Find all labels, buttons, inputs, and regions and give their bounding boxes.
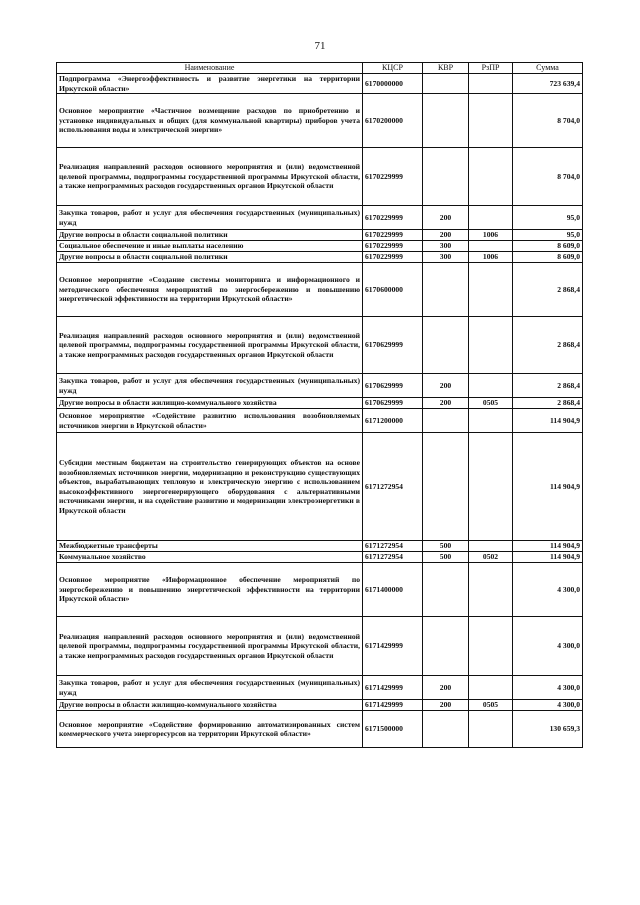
row-sum: 130 659,3: [513, 711, 583, 748]
table-row: [57, 398, 583, 409]
row-name: Закупка товаров, работ и услуг для обеспечения государственных (муниципальных) нужд: [57, 206, 363, 230]
row-kcsr: 6170600000: [363, 263, 423, 317]
header-name: Наименование: [57, 63, 363, 74]
table-row: [57, 617, 583, 676]
row-sum: 95,0: [513, 206, 583, 230]
row-rzpr: [469, 617, 513, 676]
row-kvr: [423, 94, 469, 148]
row-name: Коммунальное хозяйство: [57, 552, 363, 563]
row-rzpr: [469, 206, 513, 230]
row-kvr: 300: [423, 241, 469, 252]
row-kcsr: 6171200000: [363, 409, 423, 433]
row-name: Другие вопросы в области социальной политики: [57, 252, 363, 263]
row-kcsr: 6170229999: [363, 148, 423, 206]
row-kcsr: 6170229999: [363, 241, 423, 252]
table-row: [57, 263, 583, 317]
row-kvr: [423, 433, 469, 541]
budget-table: [56, 62, 583, 748]
row-kvr: [423, 711, 469, 748]
row-kcsr: 6171429999: [363, 676, 423, 700]
table-row: [57, 206, 583, 230]
row-kvr: 200: [423, 206, 469, 230]
row-kvr: 200: [423, 230, 469, 241]
row-rzpr: [469, 433, 513, 541]
row-sum: 114 904,9: [513, 541, 583, 552]
row-rzpr: 0505: [469, 398, 513, 409]
row-name: Основное мероприятие «Содействие формированию автоматизированных систем коммерческого учета энергоресурсов на территории Иркутской области»: [57, 711, 363, 748]
row-name: Реализация направлений расходов основного мероприятия и (или) ведомственной целевой программы, подпрограммы государственной программы Иркутской области, а также непрограммных расходов государственных органов Иркутской области: [57, 617, 363, 676]
row-name: Другие вопросы в области социальной политики: [57, 230, 363, 241]
header-kcsr: КЦСР: [363, 63, 423, 74]
row-sum: 8 609,0: [513, 241, 583, 252]
row-name: Подпрограмма «Энергоэффективность и развитие энергетики на территории Иркутской области»: [57, 74, 363, 94]
row-name: Субсидии местным бюджетам на строительство генерирующих объектов на основе возобновляемых источников энергии, модернизацию и реконструкцию существующих объектов, вырабатывающих тепловую и электрическую энергию с использованием высокоэффективного энергогенерирующего оборудования с альтернативными источниками энергии, и на содействие развитию и модернизации электроэнергетики в Иркутской области: [57, 433, 363, 541]
row-rzpr: [469, 409, 513, 433]
row-kvr: [423, 563, 469, 617]
row-name: Основное мероприятие «Создание системы мониторинга и информационного и методического обеспечения мероприятий по энергосбережению и повышению энергетической эффективности на территории Иркутской области»: [57, 263, 363, 317]
row-rzpr: [469, 676, 513, 700]
row-rzpr: 1006: [469, 252, 513, 263]
header-rzpr: РзПР: [469, 63, 513, 74]
row-rzpr: [469, 263, 513, 317]
row-sum: 4 300,0: [513, 617, 583, 676]
table-header-row: [57, 63, 583, 74]
row-sum: 4 300,0: [513, 700, 583, 711]
row-name: Закупка товаров, работ и услуг для обеспечения государственных (муниципальных) нужд: [57, 374, 363, 398]
page-number: 71: [314, 40, 326, 52]
row-sum: 2 868,4: [513, 398, 583, 409]
row-kvr: [423, 74, 469, 94]
row-rzpr: [469, 241, 513, 252]
row-kvr: 200: [423, 374, 469, 398]
row-sum: 2 868,4: [513, 263, 583, 317]
table-row: [57, 700, 583, 711]
row-rzpr: [469, 563, 513, 617]
row-kcsr: 6171429999: [363, 617, 423, 676]
table-row: [57, 541, 583, 552]
row-kcsr: 6171272954: [363, 541, 423, 552]
row-kcsr: 6171500000: [363, 711, 423, 748]
row-name: Другие вопросы в области жилищно-коммунального хозяйства: [57, 398, 363, 409]
table-row: [57, 241, 583, 252]
row-rzpr: [469, 317, 513, 374]
row-rzpr: [469, 148, 513, 206]
row-kcsr: 6170229999: [363, 206, 423, 230]
row-name: Основное мероприятие «Частичное возмещение расходов по приобретению и установке индивидуальных и общих (для коммунальной квартиры) приборов учета использования воды и электрической энергии»: [57, 94, 363, 148]
row-kcsr: 6170000000: [363, 74, 423, 94]
row-name: Реализация направлений расходов основного мероприятия и (или) ведомственной целевой программы, подпрограммы государственной программы Иркутской области, а также непрограммных расходов государственных органов Иркутской области: [57, 148, 363, 206]
row-kcsr: 6170229999: [363, 252, 423, 263]
row-kvr: 500: [423, 541, 469, 552]
row-kvr: [423, 409, 469, 433]
row-kvr: 200: [423, 676, 469, 700]
table-row: [57, 374, 583, 398]
row-sum: 2 868,4: [513, 317, 583, 374]
row-rzpr: [469, 541, 513, 552]
row-sum: 114 904,9: [513, 552, 583, 563]
row-kcsr: 6171400000: [363, 563, 423, 617]
row-kvr: [423, 617, 469, 676]
row-name: Межбюджетные трансферты: [57, 541, 363, 552]
row-sum: 4 300,0: [513, 563, 583, 617]
row-rzpr: [469, 711, 513, 748]
table-row: [57, 433, 583, 541]
row-sum: 723 639,4: [513, 74, 583, 94]
row-rzpr: 0505: [469, 700, 513, 711]
row-kvr: 200: [423, 398, 469, 409]
header-kvr: КВР: [423, 63, 469, 74]
row-kvr: 300: [423, 252, 469, 263]
row-name: Закупка товаров, работ и услуг для обеспечения государственных (муниципальных) нужд: [57, 676, 363, 700]
row-sum: 95,0: [513, 230, 583, 241]
row-rzpr: [469, 374, 513, 398]
row-kvr: [423, 148, 469, 206]
row-kcsr: 6170629999: [363, 374, 423, 398]
table-row: [57, 317, 583, 374]
table-row: [57, 230, 583, 241]
row-kcsr: 6170200000: [363, 94, 423, 148]
row-sum: 114 904,9: [513, 433, 583, 541]
row-sum: 4 300,0: [513, 676, 583, 700]
row-kvr: 200: [423, 700, 469, 711]
row-rzpr: 0502: [469, 552, 513, 563]
row-kcsr: 6170629999: [363, 317, 423, 374]
row-sum: 114 904,9: [513, 409, 583, 433]
row-name: Основное мероприятие «Информационное обеспечение мероприятий по энергосбережению и повышению энергетической эффективности на территории Иркутской области»: [57, 563, 363, 617]
row-kcsr: 6170229999: [363, 230, 423, 241]
table-row: [57, 94, 583, 148]
row-name: Реализация направлений расходов основного мероприятия и (или) ведомственной целевой программы, подпрограммы государственной программы Иркутской области, а также непрограммных расходов государственных органов Иркутской области: [57, 317, 363, 374]
row-kcsr: 6171272954: [363, 552, 423, 563]
row-rzpr: 1006: [469, 230, 513, 241]
row-kcsr: 6170629999: [363, 398, 423, 409]
row-kcsr: 6171429999: [363, 700, 423, 711]
row-sum: 2 868,4: [513, 374, 583, 398]
table-row: [57, 711, 583, 748]
table-row: [57, 676, 583, 700]
table-row: [57, 148, 583, 206]
row-kvr: [423, 263, 469, 317]
row-name: Социальное обеспечение и иные выплаты населению: [57, 241, 363, 252]
row-rzpr: [469, 94, 513, 148]
header-sum: Сумма: [513, 63, 583, 74]
row-sum: 8 609,0: [513, 252, 583, 263]
table-row: [57, 563, 583, 617]
table-row: [57, 409, 583, 433]
row-name: Другие вопросы в области жилищно-коммунального хозяйства: [57, 700, 363, 711]
row-sum: 8 704,0: [513, 94, 583, 148]
row-kvr: 500: [423, 552, 469, 563]
row-kcsr: 6171272954: [363, 433, 423, 541]
row-name: Основное мероприятие «Содействие развитию использования возобновляемых источников энергии в Иркутской области»: [57, 409, 363, 433]
row-sum: 8 704,0: [513, 148, 583, 206]
table-row: [57, 74, 583, 94]
table-row: [57, 252, 583, 263]
row-rzpr: [469, 74, 513, 94]
table-row: [57, 552, 583, 563]
row-kvr: [423, 317, 469, 374]
